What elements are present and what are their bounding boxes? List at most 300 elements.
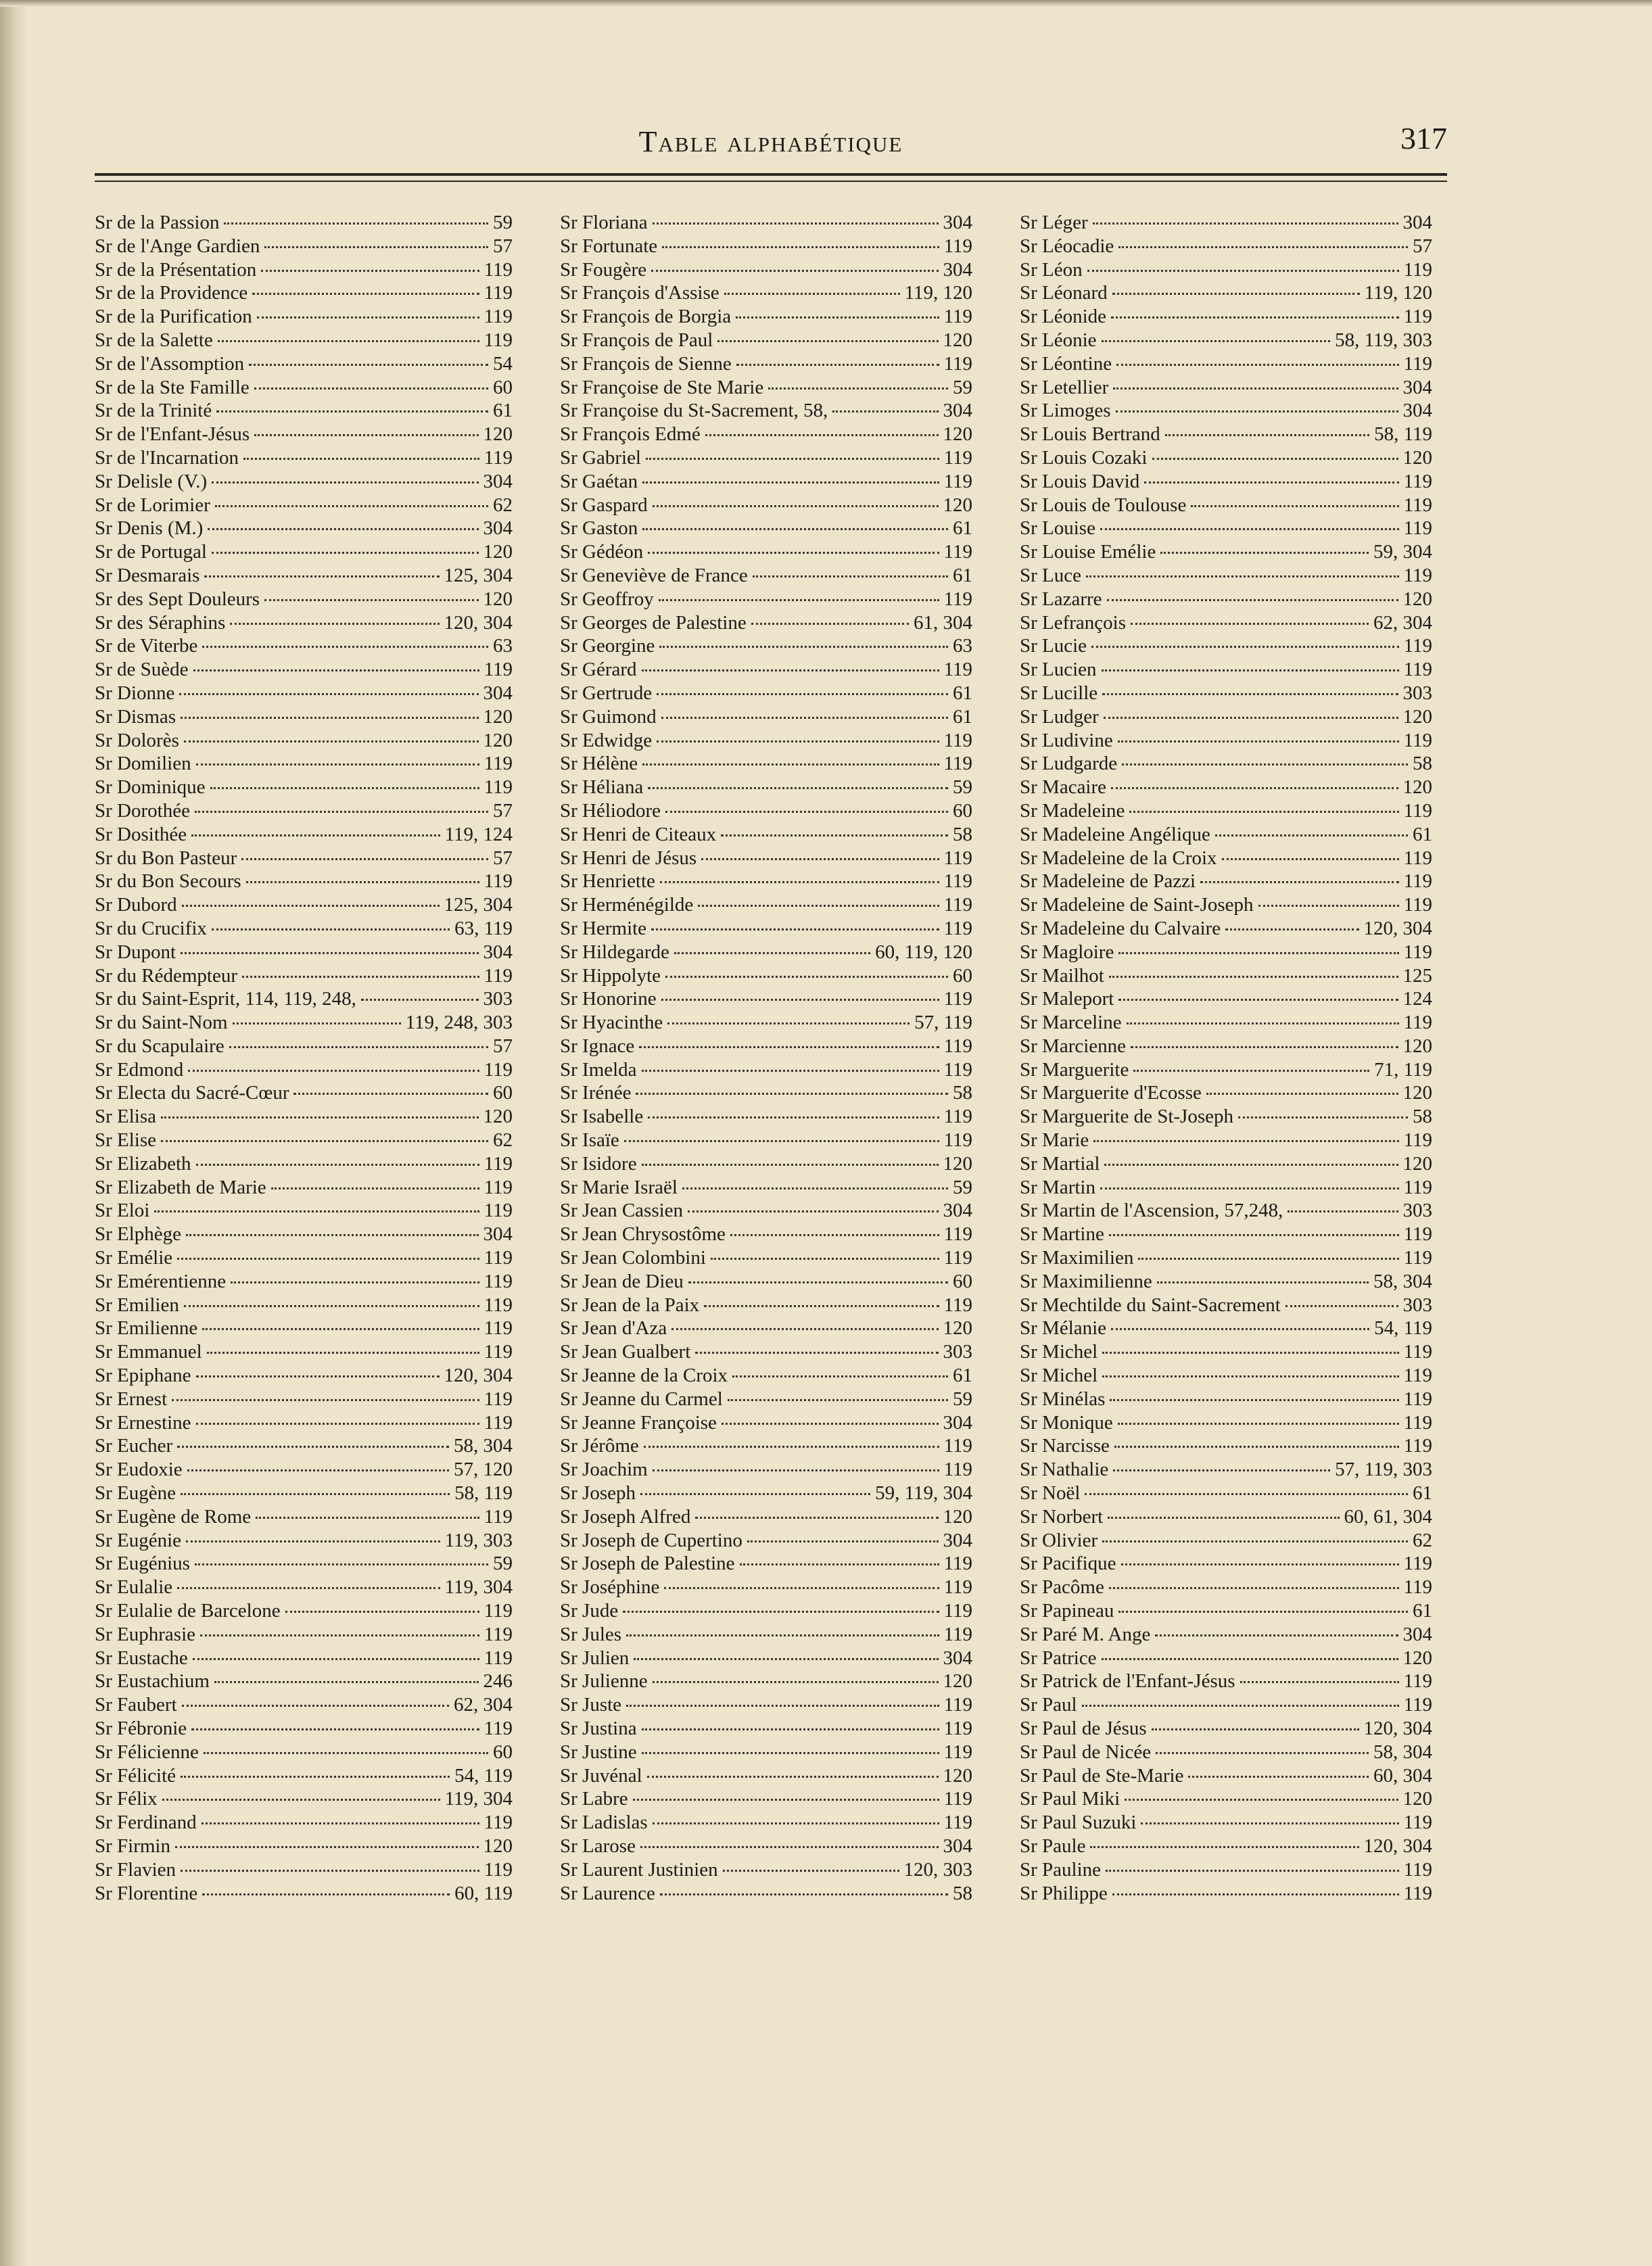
index-entry bbox=[560, 870, 972, 893]
entry-pages: 119 bbox=[1403, 494, 1432, 516]
index-entry bbox=[95, 893, 513, 917]
index-entry bbox=[95, 1647, 513, 1670]
dot-leader bbox=[665, 976, 948, 978]
dot-leader bbox=[177, 1258, 479, 1260]
entry-name: Sr Magloire bbox=[1020, 941, 1114, 963]
dot-leader bbox=[202, 1893, 450, 1895]
entry-pages: 119 bbox=[1403, 1694, 1432, 1716]
dot-leader bbox=[179, 693, 478, 695]
entry-name: Sr Martial bbox=[1020, 1152, 1100, 1175]
index-entry bbox=[95, 399, 513, 423]
index-entry bbox=[95, 1152, 513, 1176]
entry-pages: 120 bbox=[943, 1152, 972, 1175]
dot-leader bbox=[634, 1658, 938, 1660]
entry-pages: 120 bbox=[483, 423, 513, 446]
dot-leader bbox=[1144, 481, 1398, 483]
index-entry bbox=[1020, 281, 1432, 305]
dot-leader bbox=[711, 1258, 939, 1260]
entry-name: Sr Macaire bbox=[1020, 776, 1107, 799]
index-entry bbox=[95, 1623, 513, 1647]
entry-pages: 119 bbox=[943, 1553, 972, 1575]
dot-leader bbox=[1188, 1776, 1369, 1778]
entry-pages: 304 bbox=[943, 400, 972, 422]
entry-pages: 61 bbox=[1413, 1600, 1432, 1622]
dot-leader bbox=[186, 1234, 478, 1236]
entry-name: Sr des Sept Douleurs bbox=[95, 588, 260, 610]
index-entry bbox=[95, 776, 513, 799]
entry-name: Sr Joseph de Cupertino bbox=[560, 1529, 742, 1551]
dot-leader bbox=[216, 410, 488, 412]
entry-pages: 119 bbox=[1403, 847, 1432, 869]
dot-leader bbox=[1102, 693, 1398, 695]
index-entry bbox=[95, 1411, 513, 1435]
entry-pages: 119 bbox=[943, 1247, 972, 1269]
entry-name: Sr Dupont bbox=[95, 941, 176, 963]
index-entry bbox=[95, 658, 513, 682]
index-entry bbox=[560, 1434, 972, 1458]
index-entry bbox=[1020, 1811, 1432, 1835]
dot-leader bbox=[1215, 834, 1408, 836]
entry-pages: 60, 119 bbox=[454, 1882, 513, 1904]
index-entry bbox=[95, 1505, 513, 1529]
dot-leader bbox=[212, 928, 450, 930]
dot-leader bbox=[184, 1305, 479, 1307]
dot-leader bbox=[1100, 1187, 1399, 1189]
index-entry bbox=[95, 517, 513, 540]
entry-pages: 61 bbox=[493, 400, 513, 422]
entry-name: Sr Firmin bbox=[95, 1835, 170, 1857]
entry-name: Sr Narcisse bbox=[1020, 1435, 1110, 1457]
index-entry bbox=[1020, 540, 1432, 564]
dot-leader bbox=[264, 246, 488, 248]
entry-name: Sr Fortunate bbox=[560, 235, 658, 257]
dot-leader bbox=[196, 1423, 479, 1425]
dot-leader bbox=[688, 1210, 938, 1212]
entry-pages: 62 bbox=[1413, 1529, 1432, 1551]
index-entry bbox=[1020, 917, 1432, 941]
index-entry bbox=[95, 1388, 513, 1411]
index-entry bbox=[560, 776, 972, 799]
index-entry bbox=[560, 823, 972, 847]
entry-name: Sr Dubord bbox=[95, 894, 177, 916]
entry-name: Sr Eugénius bbox=[95, 1553, 190, 1575]
dot-leader bbox=[181, 952, 478, 954]
dot-leader bbox=[667, 1022, 910, 1024]
entry-pages: 59, 304 bbox=[1373, 541, 1432, 563]
entry-name: Sr Maleport bbox=[1020, 988, 1114, 1010]
entry-name: Sr Edwidge bbox=[560, 729, 653, 751]
dot-leader bbox=[204, 575, 439, 577]
index-entry bbox=[1020, 1552, 1432, 1576]
entry-name: Sr Joseph Alfred bbox=[560, 1505, 691, 1528]
entry-name: Sr Emmanuel bbox=[95, 1341, 202, 1363]
entry-pages: 119 bbox=[483, 1812, 513, 1834]
dot-leader bbox=[657, 693, 948, 695]
entry-pages: 54, 119 bbox=[454, 1764, 513, 1787]
entry-pages: 61 bbox=[1413, 1482, 1432, 1505]
dot-leader bbox=[361, 999, 479, 1001]
index-entry bbox=[1020, 1105, 1432, 1129]
entry-pages: 120 bbox=[1402, 776, 1432, 799]
dot-leader bbox=[207, 1352, 479, 1354]
entry-pages: 119 bbox=[943, 1788, 972, 1810]
entry-name: Sr Minélas bbox=[1020, 1388, 1106, 1410]
dot-leader bbox=[724, 293, 900, 295]
dot-leader bbox=[1152, 1728, 1359, 1730]
index-entry bbox=[560, 1529, 972, 1553]
entry-pages: 119 bbox=[943, 847, 972, 869]
entry-name: Sr Joseph bbox=[560, 1482, 636, 1505]
dot-leader bbox=[728, 1399, 948, 1401]
entry-pages: 120, 304 bbox=[1363, 1835, 1432, 1857]
entry-pages: 119, 303 bbox=[444, 1529, 513, 1551]
entry-name: Sr Georges de Palestine bbox=[560, 611, 747, 634]
dot-leader bbox=[626, 1705, 939, 1707]
entry-name: Sr Gaston bbox=[560, 517, 638, 540]
index-entry bbox=[95, 1576, 513, 1599]
entry-name: Sr Jules bbox=[560, 1623, 622, 1645]
entry-name: Sr Héliodore bbox=[560, 799, 661, 822]
entry-pages: 119 bbox=[943, 1129, 972, 1152]
dot-leader bbox=[642, 1728, 939, 1730]
index-entry bbox=[95, 1340, 513, 1364]
index-entry bbox=[95, 729, 513, 753]
index-entry bbox=[1020, 1340, 1432, 1364]
index-entry bbox=[1020, 705, 1432, 729]
dot-leader bbox=[695, 1517, 938, 1519]
entry-name: Sr du Crucifix bbox=[95, 917, 207, 939]
index-entry bbox=[560, 1340, 972, 1364]
index-entry bbox=[95, 470, 513, 494]
dot-leader bbox=[229, 1046, 488, 1048]
dot-leader bbox=[202, 1328, 479, 1330]
index-entry bbox=[95, 1858, 513, 1882]
entry-name: Sr Mechtilde du Saint-Sacrement bbox=[1020, 1294, 1281, 1316]
entry-name: Sr Jean de la Paix bbox=[560, 1294, 700, 1316]
dot-leader bbox=[1206, 1093, 1398, 1095]
entry-pages: 60 bbox=[953, 799, 972, 822]
entry-pages: 119 bbox=[483, 964, 513, 987]
dot-leader bbox=[1225, 928, 1359, 930]
entry-name: Sr Félicité bbox=[95, 1764, 176, 1787]
entry-name: Sr Hélène bbox=[560, 753, 638, 775]
dot-leader bbox=[659, 599, 939, 601]
entry-pages: 119, 304 bbox=[444, 1576, 513, 1599]
entry-pages: 304 bbox=[943, 212, 972, 233]
dot-leader bbox=[665, 811, 948, 813]
entry-pages: 304 bbox=[483, 1223, 513, 1246]
entry-pages: 60, 61, 304 bbox=[1344, 1505, 1432, 1528]
dot-leader bbox=[161, 1140, 488, 1142]
index-entry bbox=[560, 893, 972, 917]
dot-leader bbox=[210, 787, 479, 789]
index-entry bbox=[95, 588, 513, 611]
dot-leader bbox=[195, 1563, 488, 1565]
entry-name: Sr Ladislas bbox=[560, 1812, 648, 1834]
dot-leader bbox=[642, 763, 939, 765]
entry-name: Sr Elphège bbox=[95, 1223, 182, 1246]
dot-leader bbox=[636, 1093, 948, 1095]
entry-pages: 119 bbox=[943, 1718, 972, 1739]
entry-name: Sr Madeleine du Calvaire bbox=[1020, 917, 1221, 939]
entry-pages: 58, 119 bbox=[1374, 423, 1432, 446]
entry-pages: 304 bbox=[943, 1647, 972, 1669]
entry-name: Sr Henri de Citeaux bbox=[560, 823, 717, 845]
entry-pages: 119 bbox=[1403, 1176, 1432, 1198]
dot-leader bbox=[832, 410, 938, 412]
entry-name: Sr Louis de Toulouse bbox=[1020, 494, 1187, 516]
entry-name: Sr Joséphine bbox=[560, 1576, 660, 1599]
entry-pages: 304 bbox=[483, 941, 513, 963]
index-entry bbox=[560, 588, 972, 611]
entry-name: Sr Léonie bbox=[1020, 329, 1097, 351]
index-entry bbox=[560, 376, 972, 400]
entry-pages: 57 bbox=[493, 235, 513, 257]
entry-pages: 54, 119 bbox=[1374, 1317, 1432, 1340]
dot-leader bbox=[1102, 1540, 1408, 1542]
dot-leader bbox=[753, 575, 948, 577]
dot-leader bbox=[623, 1611, 939, 1613]
index-entry bbox=[95, 235, 513, 258]
index-entry bbox=[560, 1505, 972, 1529]
entry-pages: 58, 304 bbox=[1373, 1270, 1432, 1292]
dot-leader bbox=[1093, 222, 1398, 225]
index-entry bbox=[1020, 1317, 1432, 1340]
entry-pages: 125, 304 bbox=[444, 564, 513, 586]
entry-name: Sr Elizabeth de Marie bbox=[95, 1176, 266, 1198]
index-entry bbox=[1020, 1035, 1432, 1058]
running-title: Table alphabétique bbox=[638, 125, 903, 158]
dot-leader bbox=[642, 1164, 939, 1166]
entry-name: Sr Marguerite d'Ecosse bbox=[1020, 1082, 1202, 1104]
index-entry bbox=[560, 941, 972, 964]
dot-leader bbox=[195, 811, 488, 813]
entry-pages: 60 bbox=[493, 1082, 513, 1104]
index-entry bbox=[560, 1623, 972, 1647]
entry-pages: 119 bbox=[943, 659, 972, 681]
entry-pages: 303 bbox=[943, 1341, 972, 1363]
entry-name: Sr Héliana bbox=[560, 776, 644, 799]
entry-name: Sr Louis Bertrand bbox=[1020, 423, 1160, 446]
index-entry bbox=[1020, 1081, 1432, 1105]
entry-pages: 58 bbox=[1413, 753, 1432, 775]
entry-pages: 54 bbox=[493, 352, 513, 375]
entry-name: Sr Léocadie bbox=[1020, 235, 1114, 257]
entry-name: Sr François de Sienne bbox=[560, 352, 732, 375]
index-entry bbox=[560, 494, 972, 517]
index-entry bbox=[1020, 588, 1432, 611]
dot-leader bbox=[653, 222, 939, 225]
index-entry bbox=[1020, 893, 1432, 917]
entry-pages: 119 bbox=[483, 1647, 513, 1669]
entry-name: Sr Jeanne du Carmel bbox=[560, 1388, 723, 1410]
index-entry bbox=[95, 540, 513, 564]
index-entry bbox=[1020, 941, 1432, 964]
entry-name: Sr Hyacinthe bbox=[560, 1012, 663, 1034]
entry-pages: 119 bbox=[1403, 564, 1432, 586]
index-entry bbox=[560, 1717, 972, 1741]
entry-pages: 119 bbox=[483, 1176, 513, 1198]
index-entry bbox=[560, 1458, 972, 1482]
index-entry bbox=[95, 446, 513, 470]
dot-leader bbox=[662, 246, 939, 248]
entry-pages: 57, 120 bbox=[454, 1459, 513, 1481]
entry-pages: 119, 248, 303 bbox=[405, 1012, 513, 1034]
entry-pages: 58 bbox=[953, 823, 972, 845]
dot-leader bbox=[624, 1140, 939, 1142]
index-entry bbox=[560, 258, 972, 282]
index-entry bbox=[1020, 634, 1432, 658]
entry-name: Sr Marie bbox=[1020, 1129, 1089, 1152]
dot-leader bbox=[648, 552, 939, 554]
entry-name: Sr Mailhot bbox=[1020, 964, 1104, 987]
entry-name: Sr Ludgarde bbox=[1020, 753, 1118, 775]
index-entry bbox=[95, 987, 513, 1011]
entry-pages: 304 bbox=[943, 258, 972, 281]
entry-pages: 119 bbox=[943, 870, 972, 893]
entry-pages: 60 bbox=[493, 1741, 513, 1763]
index-entry bbox=[560, 399, 972, 423]
entry-pages: 119 bbox=[943, 1435, 972, 1457]
dot-leader bbox=[1111, 316, 1399, 318]
entry-pages: 119 bbox=[1403, 258, 1432, 281]
index-entry bbox=[95, 1787, 513, 1811]
entry-pages: 119 bbox=[943, 988, 972, 1010]
entry-name: Sr Françoise du St-Sacrement, 58, bbox=[560, 400, 828, 422]
index-entry bbox=[560, 470, 972, 494]
dot-leader bbox=[671, 1328, 938, 1330]
entry-name: Sr Papineau bbox=[1020, 1600, 1114, 1622]
index-entry bbox=[560, 1670, 972, 1693]
index-entry bbox=[95, 211, 513, 235]
entry-name: Sr Madeleine bbox=[1020, 799, 1125, 822]
entry-pages: 119 bbox=[1403, 1411, 1432, 1434]
entry-name: Sr Patrice bbox=[1020, 1647, 1097, 1669]
entry-name: Sr Jean Cassien bbox=[560, 1200, 684, 1222]
entry-name: Sr Gédéon bbox=[560, 541, 644, 563]
entry-pages: 125 bbox=[1402, 964, 1432, 987]
entry-name: Sr Dismas bbox=[95, 705, 176, 728]
entry-name: Sr de l'Incarnation bbox=[95, 446, 239, 469]
entry-pages: 119 bbox=[1403, 306, 1432, 328]
dot-leader bbox=[732, 1375, 948, 1377]
entry-pages: 63 bbox=[493, 635, 513, 657]
entry-pages: 119 bbox=[943, 1106, 972, 1128]
entry-pages: 119 bbox=[483, 1058, 513, 1081]
index-entry bbox=[560, 446, 972, 470]
index-entry bbox=[1020, 1246, 1432, 1270]
dot-leader bbox=[682, 1187, 948, 1189]
dot-leader bbox=[705, 434, 939, 436]
dot-leader bbox=[1131, 623, 1369, 625]
entry-pages: 120 bbox=[1402, 1788, 1432, 1810]
index-entry bbox=[1020, 1741, 1432, 1764]
entry-name: Sr Letellier bbox=[1020, 376, 1109, 398]
dot-leader bbox=[1091, 646, 1399, 648]
dot-leader bbox=[241, 858, 488, 860]
index-entry bbox=[1020, 1482, 1432, 1505]
entry-name: Sr du Rédempteur bbox=[95, 964, 238, 987]
entry-name: Sr Honorine bbox=[560, 988, 657, 1010]
dot-leader bbox=[674, 952, 870, 954]
entry-pages: 58, 304 bbox=[1373, 1741, 1432, 1763]
entry-name: Sr Luce bbox=[1020, 564, 1081, 586]
index-entry bbox=[1020, 799, 1432, 823]
entry-name: Sr Denis (M.) bbox=[95, 517, 204, 540]
dot-leader bbox=[191, 1728, 479, 1730]
index-entry bbox=[560, 1294, 972, 1317]
dot-leader bbox=[653, 1469, 939, 1471]
entry-pages: 119 bbox=[483, 1152, 513, 1175]
entry-name: Sr Louis David bbox=[1020, 470, 1140, 492]
dot-leader bbox=[736, 364, 939, 366]
entry-pages: 119 bbox=[1403, 1341, 1432, 1363]
entry-pages: 119 bbox=[943, 1623, 972, 1645]
index-entry bbox=[1020, 1764, 1432, 1788]
index-entry bbox=[1020, 752, 1432, 776]
dot-leader bbox=[1288, 1210, 1398, 1212]
entry-name: Sr Juste bbox=[560, 1694, 622, 1716]
entry-pages: 119 bbox=[483, 753, 513, 775]
entry-pages: 119 bbox=[1403, 1223, 1432, 1246]
index-entry bbox=[1020, 1152, 1432, 1176]
entry-pages: 59 bbox=[953, 776, 972, 799]
entry-pages: 60 bbox=[493, 376, 513, 398]
dot-leader bbox=[1109, 1234, 1399, 1236]
entry-pages: 119 bbox=[943, 352, 972, 375]
entry-pages: 61 bbox=[953, 564, 972, 586]
dot-leader bbox=[202, 646, 488, 648]
dot-leader bbox=[704, 1305, 939, 1307]
entry-name: Sr Gertrude bbox=[560, 682, 653, 704]
index-entry bbox=[95, 634, 513, 658]
entry-pages: 120, 303 bbox=[903, 1858, 972, 1881]
index-entry bbox=[95, 1741, 513, 1764]
entry-pages: 119 bbox=[483, 1317, 513, 1340]
dot-leader bbox=[646, 458, 939, 460]
entry-name: Sr Hildegarde bbox=[560, 941, 669, 963]
entry-name: Sr de la Présentation bbox=[95, 258, 257, 281]
entry-pages: 119 bbox=[1403, 799, 1432, 822]
index-entry bbox=[1020, 1011, 1432, 1035]
entry-pages: 59 bbox=[953, 376, 972, 398]
index-entry bbox=[95, 564, 513, 588]
entry-name: Sr de Suède bbox=[95, 659, 189, 681]
dot-leader bbox=[768, 387, 948, 390]
entry-pages: 120 bbox=[1402, 1035, 1432, 1057]
entry-pages: 119 bbox=[943, 235, 972, 257]
dot-leader bbox=[640, 1493, 870, 1495]
entry-pages: 119 bbox=[1403, 1670, 1432, 1693]
dot-leader bbox=[1113, 387, 1398, 390]
dot-leader bbox=[1087, 270, 1399, 272]
entry-name: Sr Patrick de l'Enfant-Jésus bbox=[1020, 1670, 1235, 1693]
entry-pages: 119 bbox=[1403, 1012, 1432, 1034]
entry-name: Sr Jean Chrysostôme bbox=[560, 1223, 726, 1246]
dot-leader bbox=[1107, 599, 1398, 601]
entry-pages: 119 bbox=[1403, 941, 1432, 963]
index-entry bbox=[560, 752, 972, 776]
dot-leader bbox=[214, 1681, 479, 1683]
dot-leader bbox=[659, 646, 948, 648]
entry-name: Sr Joseph de Palestine bbox=[560, 1553, 735, 1575]
dot-leader bbox=[204, 1752, 488, 1754]
index-entry bbox=[95, 1599, 513, 1623]
entry-pages: 59 bbox=[953, 1388, 972, 1410]
entry-name: Sr Eustache bbox=[95, 1647, 188, 1669]
dot-leader bbox=[1118, 952, 1398, 954]
entry-pages: 119 bbox=[1403, 1129, 1432, 1152]
